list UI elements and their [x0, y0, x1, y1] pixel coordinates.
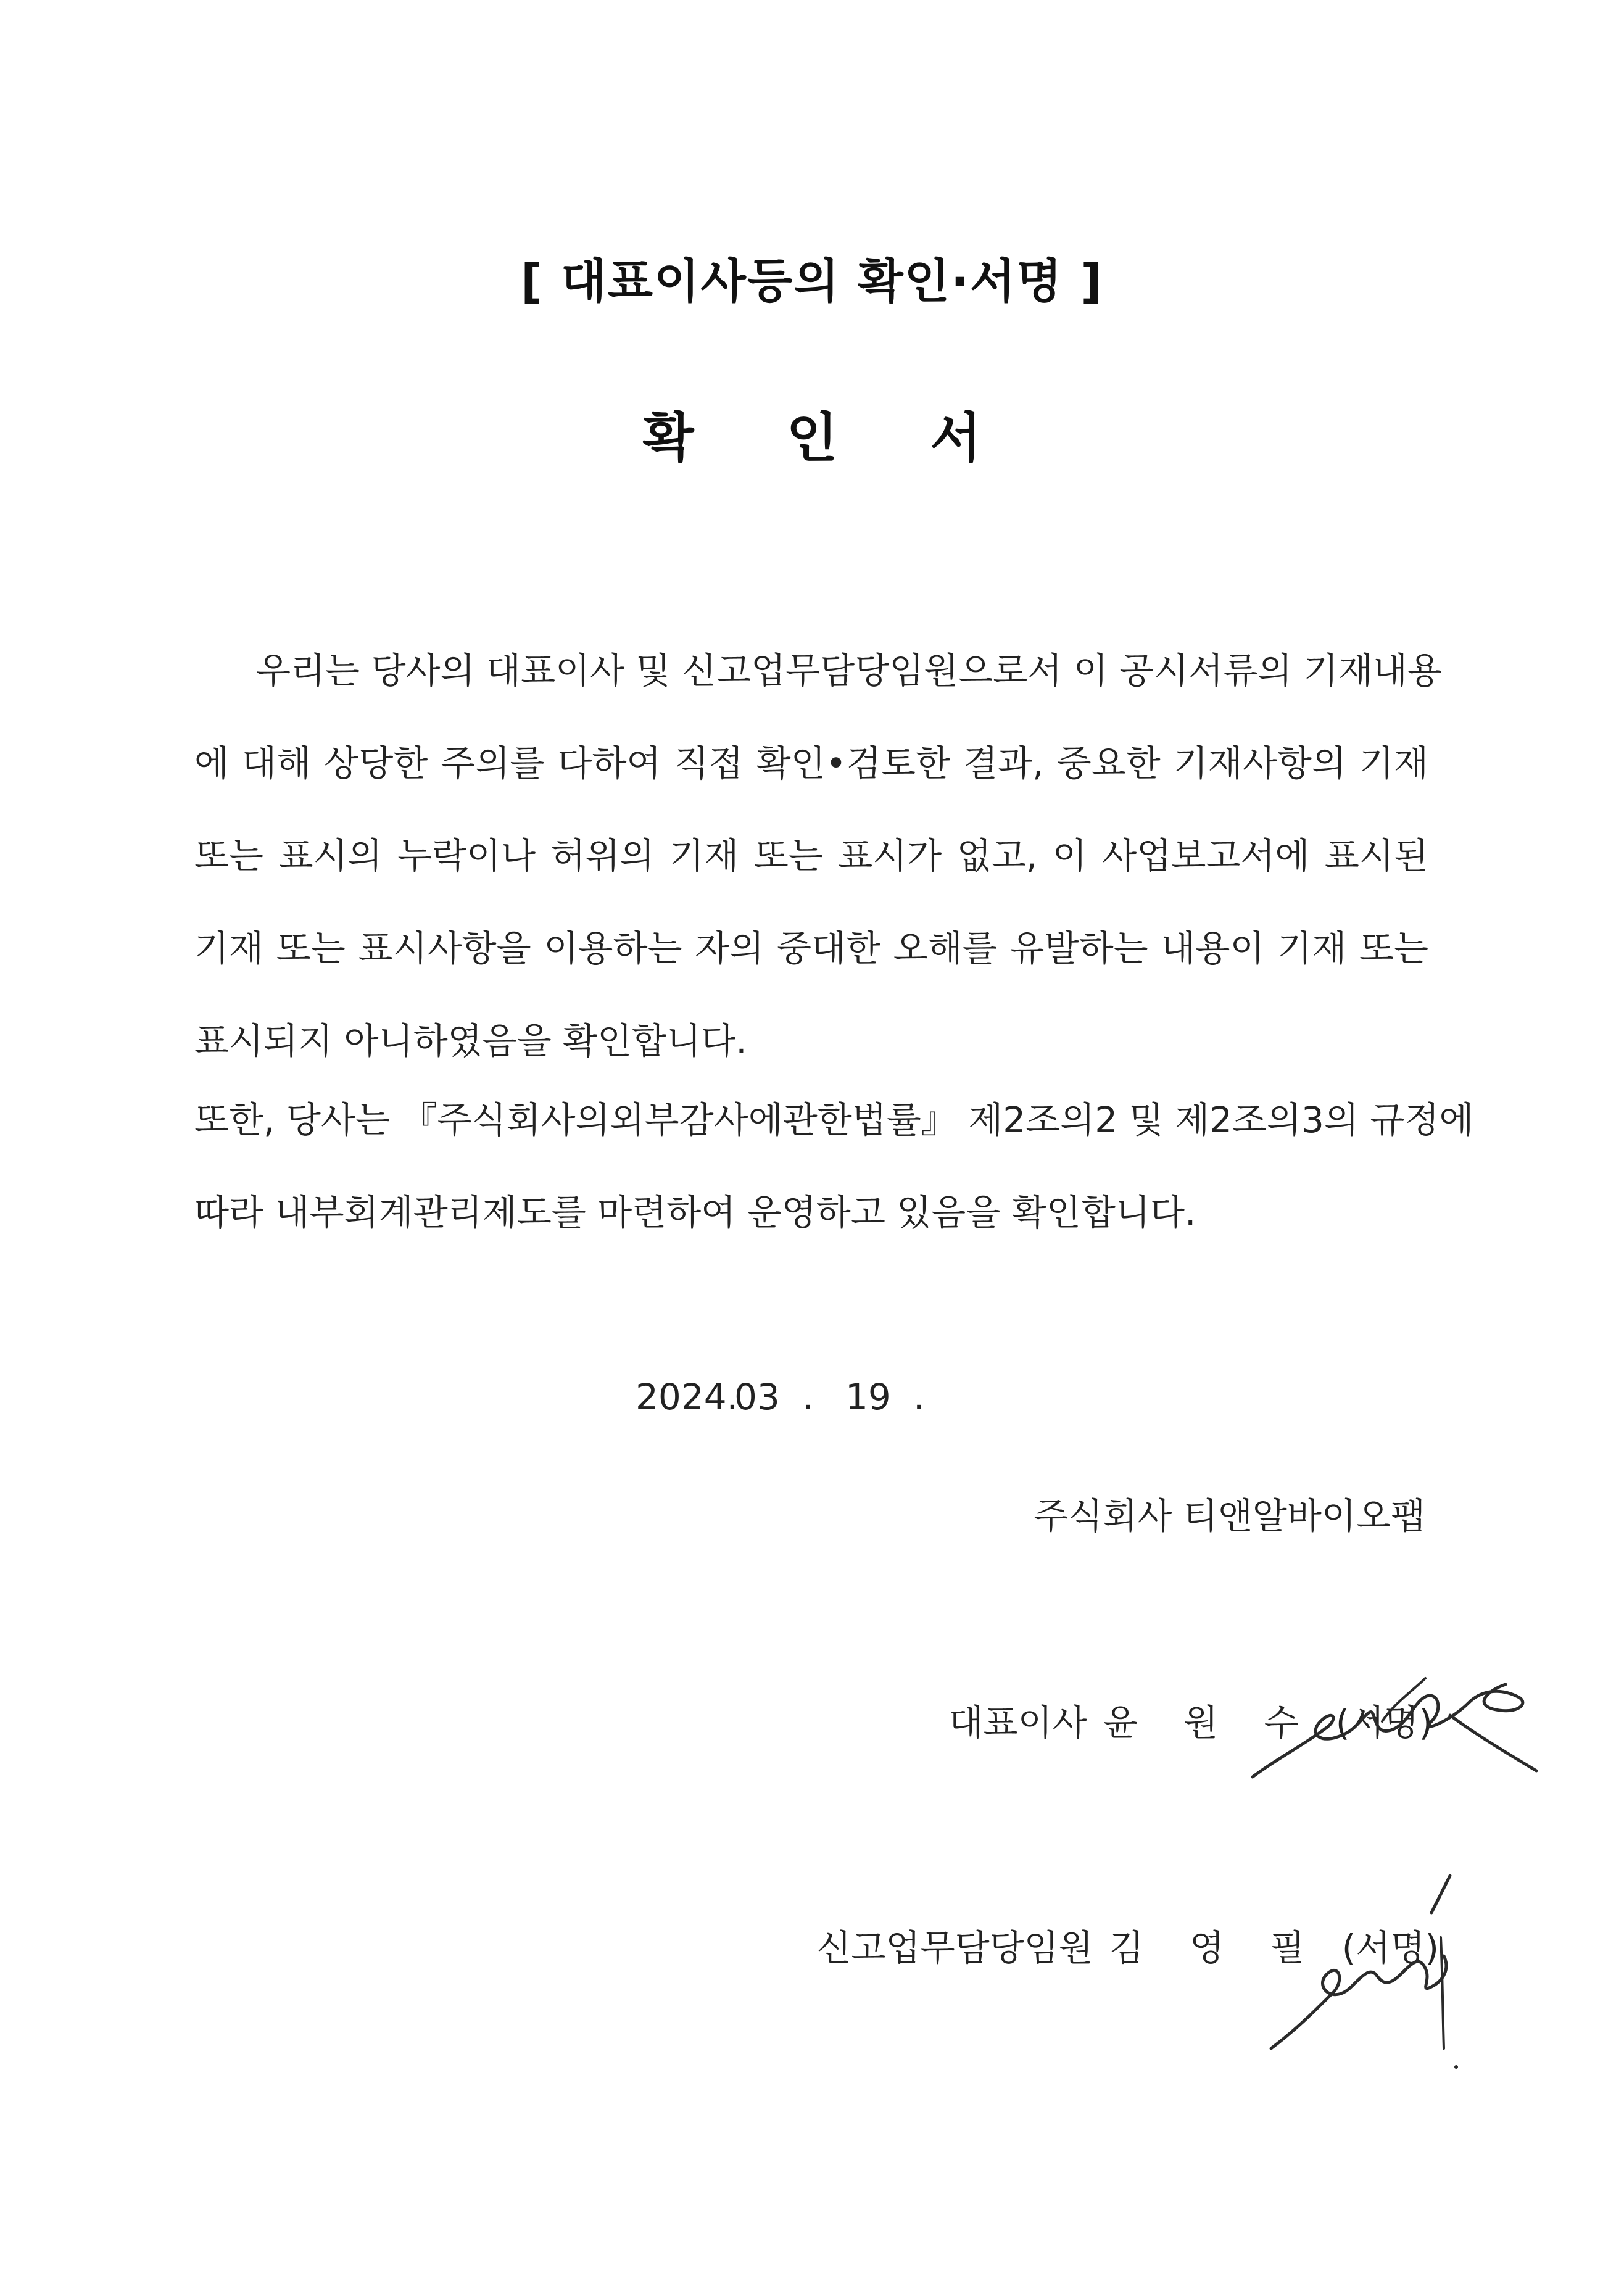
paragraph-line: 또는 표시의 누락이나 허위의 기재 또는 표시가 없고, 이 사업보고서에 표시된 [194, 835, 1428, 877]
signer-name: 윤 원 수 [1103, 1702, 1316, 1744]
paragraph-line: 또한, 당사는 『주식회사의외부감사에관한법률』 제2조의2 및 제2조의3의 규정에 [194, 1099, 1474, 1141]
confirmation-paragraph [194, 624, 1442, 1087]
paragraph-line: 표시되지 아니하였음을 확인합니다. [194, 1020, 747, 1062]
date-month: 03 [734, 1376, 780, 1418]
paragraph-line: 에 대해 상당한 주의를 다하여 직접 확인•검토한 결과, 중요한 기재사항의 기재 [194, 742, 1428, 784]
document-title: 확 인 서 [642, 407, 1019, 469]
signer-name: 김 영 필 [1109, 1927, 1322, 1969]
signer-disclosure-officer [816, 1919, 1439, 1971]
company-name: 주식회사 티앤알바이오팹 [1034, 1495, 1425, 1537]
date-separator: . [802, 1376, 814, 1418]
date-day: 19 [845, 1376, 891, 1418]
date-year: 2024. [636, 1376, 739, 1418]
internal-control-paragraph [194, 1074, 1474, 1259]
signature-mark: (서명) [1335, 1702, 1433, 1744]
document-date [636, 1376, 938, 1418]
signer-ceo [949, 1694, 1433, 1745]
signer-role: 신고업무담당임원 [816, 1927, 1093, 1969]
date-separator: . [913, 1376, 925, 1418]
handwritten-signature-officer [1246, 1863, 1493, 2085]
document-header: [ 대표이사등의 확인·서명 ] [521, 254, 1103, 308]
signature-mark: (서명) [1341, 1927, 1439, 1969]
paragraph-line: 기재 또는 표시사항을 이용하는 자의 중대한 오해를 유발하는 내용이 기재 또는 [194, 927, 1428, 969]
paragraph-line: 우리는 당사의 대표이사 및 신고업무담당임원으로서 이 공시서류의 기재내용 [256, 650, 1442, 692]
paragraph-line: 따라 내부회계관리제도를 마련하여 운영하고 있음을 확인합니다. [194, 1191, 1196, 1233]
signer-role: 대표이사 [948, 1702, 1087, 1744]
